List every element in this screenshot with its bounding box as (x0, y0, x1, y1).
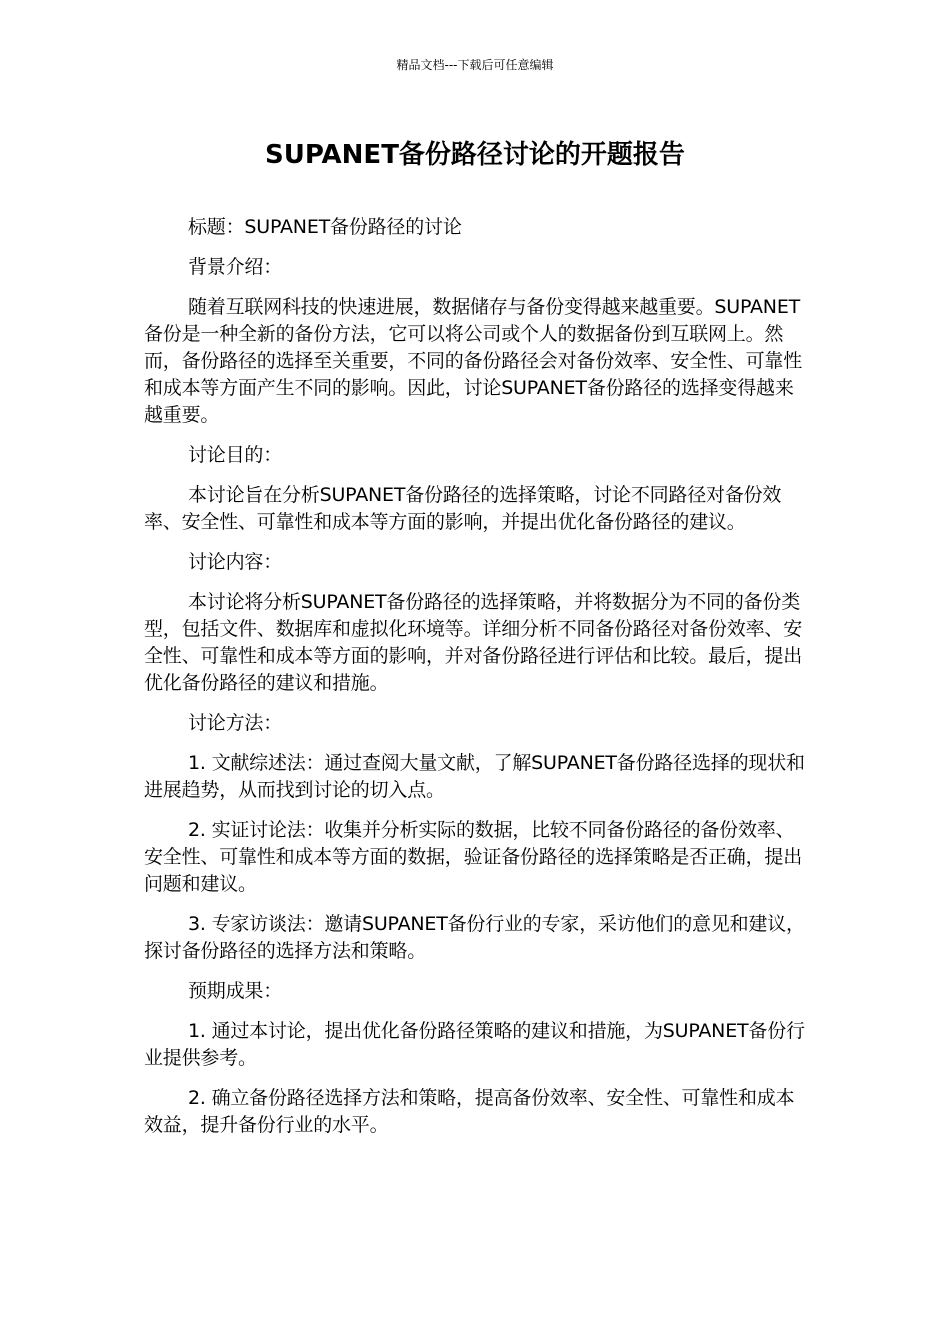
heading-methods: 讨论方法： (188, 712, 283, 734)
result-item-2: 2. 确立备份路径选择方法和策略，提高备份效率、安全性、可靠性和成本效益，提升备份行业的水平。 (144, 1087, 795, 1136)
method-item-2: 2. 实证讨论法：收集并分析实际的数据，比较不同备份路径的备份效率、安全性、可靠性和成本等方面的数据，验证备份路径的选择策略是否正确，提出问题和建议。 (144, 819, 803, 895)
heading-background: 背景介绍： (188, 256, 283, 278)
paragraph-topic: 标题：SUPANET备份路径的讨论 (188, 216, 462, 238)
heading-content: 讨论内容： (188, 551, 283, 573)
paragraph-background: 随着互联网科技的快速进展，数据储存与备份变得越来越重要。SUPANET备份是一种全新的备份方法，它可以将公司或个人的数据备份到互联网上。然而，备份路径的选择至关重要，不同的备份路径会对备份效率、安全性、可靠性和成本等方面产生不同的影响。因此，讨论SUPANET备份路径的选择变得越来越重要。 (144, 296, 803, 426)
result-item-1: 1. 通过本讨论，提出优化备份路径策略的建议和措施，为SUPANET备份行业提供参考。 (144, 1020, 805, 1069)
paragraph-content: 本讨论将分析SUPANET备份路径的选择策略，并将数据分为不同的备份类型，包括文件、数据库和虚拟化环境等。详细分析不同备份路径对备份效率、安全性、可靠性和成本等方面的影响，并对备份路径进行评估和比较。最后，提出优化备份路径的建议和措施。 (144, 591, 803, 694)
heading-purpose: 讨论目的： (188, 444, 283, 466)
document-title: SUPANET备份路径讨论的开题报告 (265, 140, 685, 170)
method-item-1: 1. 文献综述法：通过查阅大量文献，了解SUPANET备份路径选择的现状和进展趋势，从而找到讨论的切入点。 (144, 752, 805, 801)
document-header-note: 精品文档---下载后可任意编辑 (396, 58, 554, 72)
method-item-3: 3. 专家访谈法：邀请SUPANET备份行业的专家，采访他们的意见和建议，探讨备份路径的选择方法和策略。 (144, 913, 805, 962)
document-body (144, 214, 808, 1152)
paragraph-purpose: 本讨论旨在分析SUPANET备份路径的选择策略，讨论不同路径对备份效率、安全性、可靠性和成本等方面的影响，并提出优化备份路径的建议。 (144, 484, 782, 533)
heading-expected-results: 预期成果： (188, 980, 283, 1002)
